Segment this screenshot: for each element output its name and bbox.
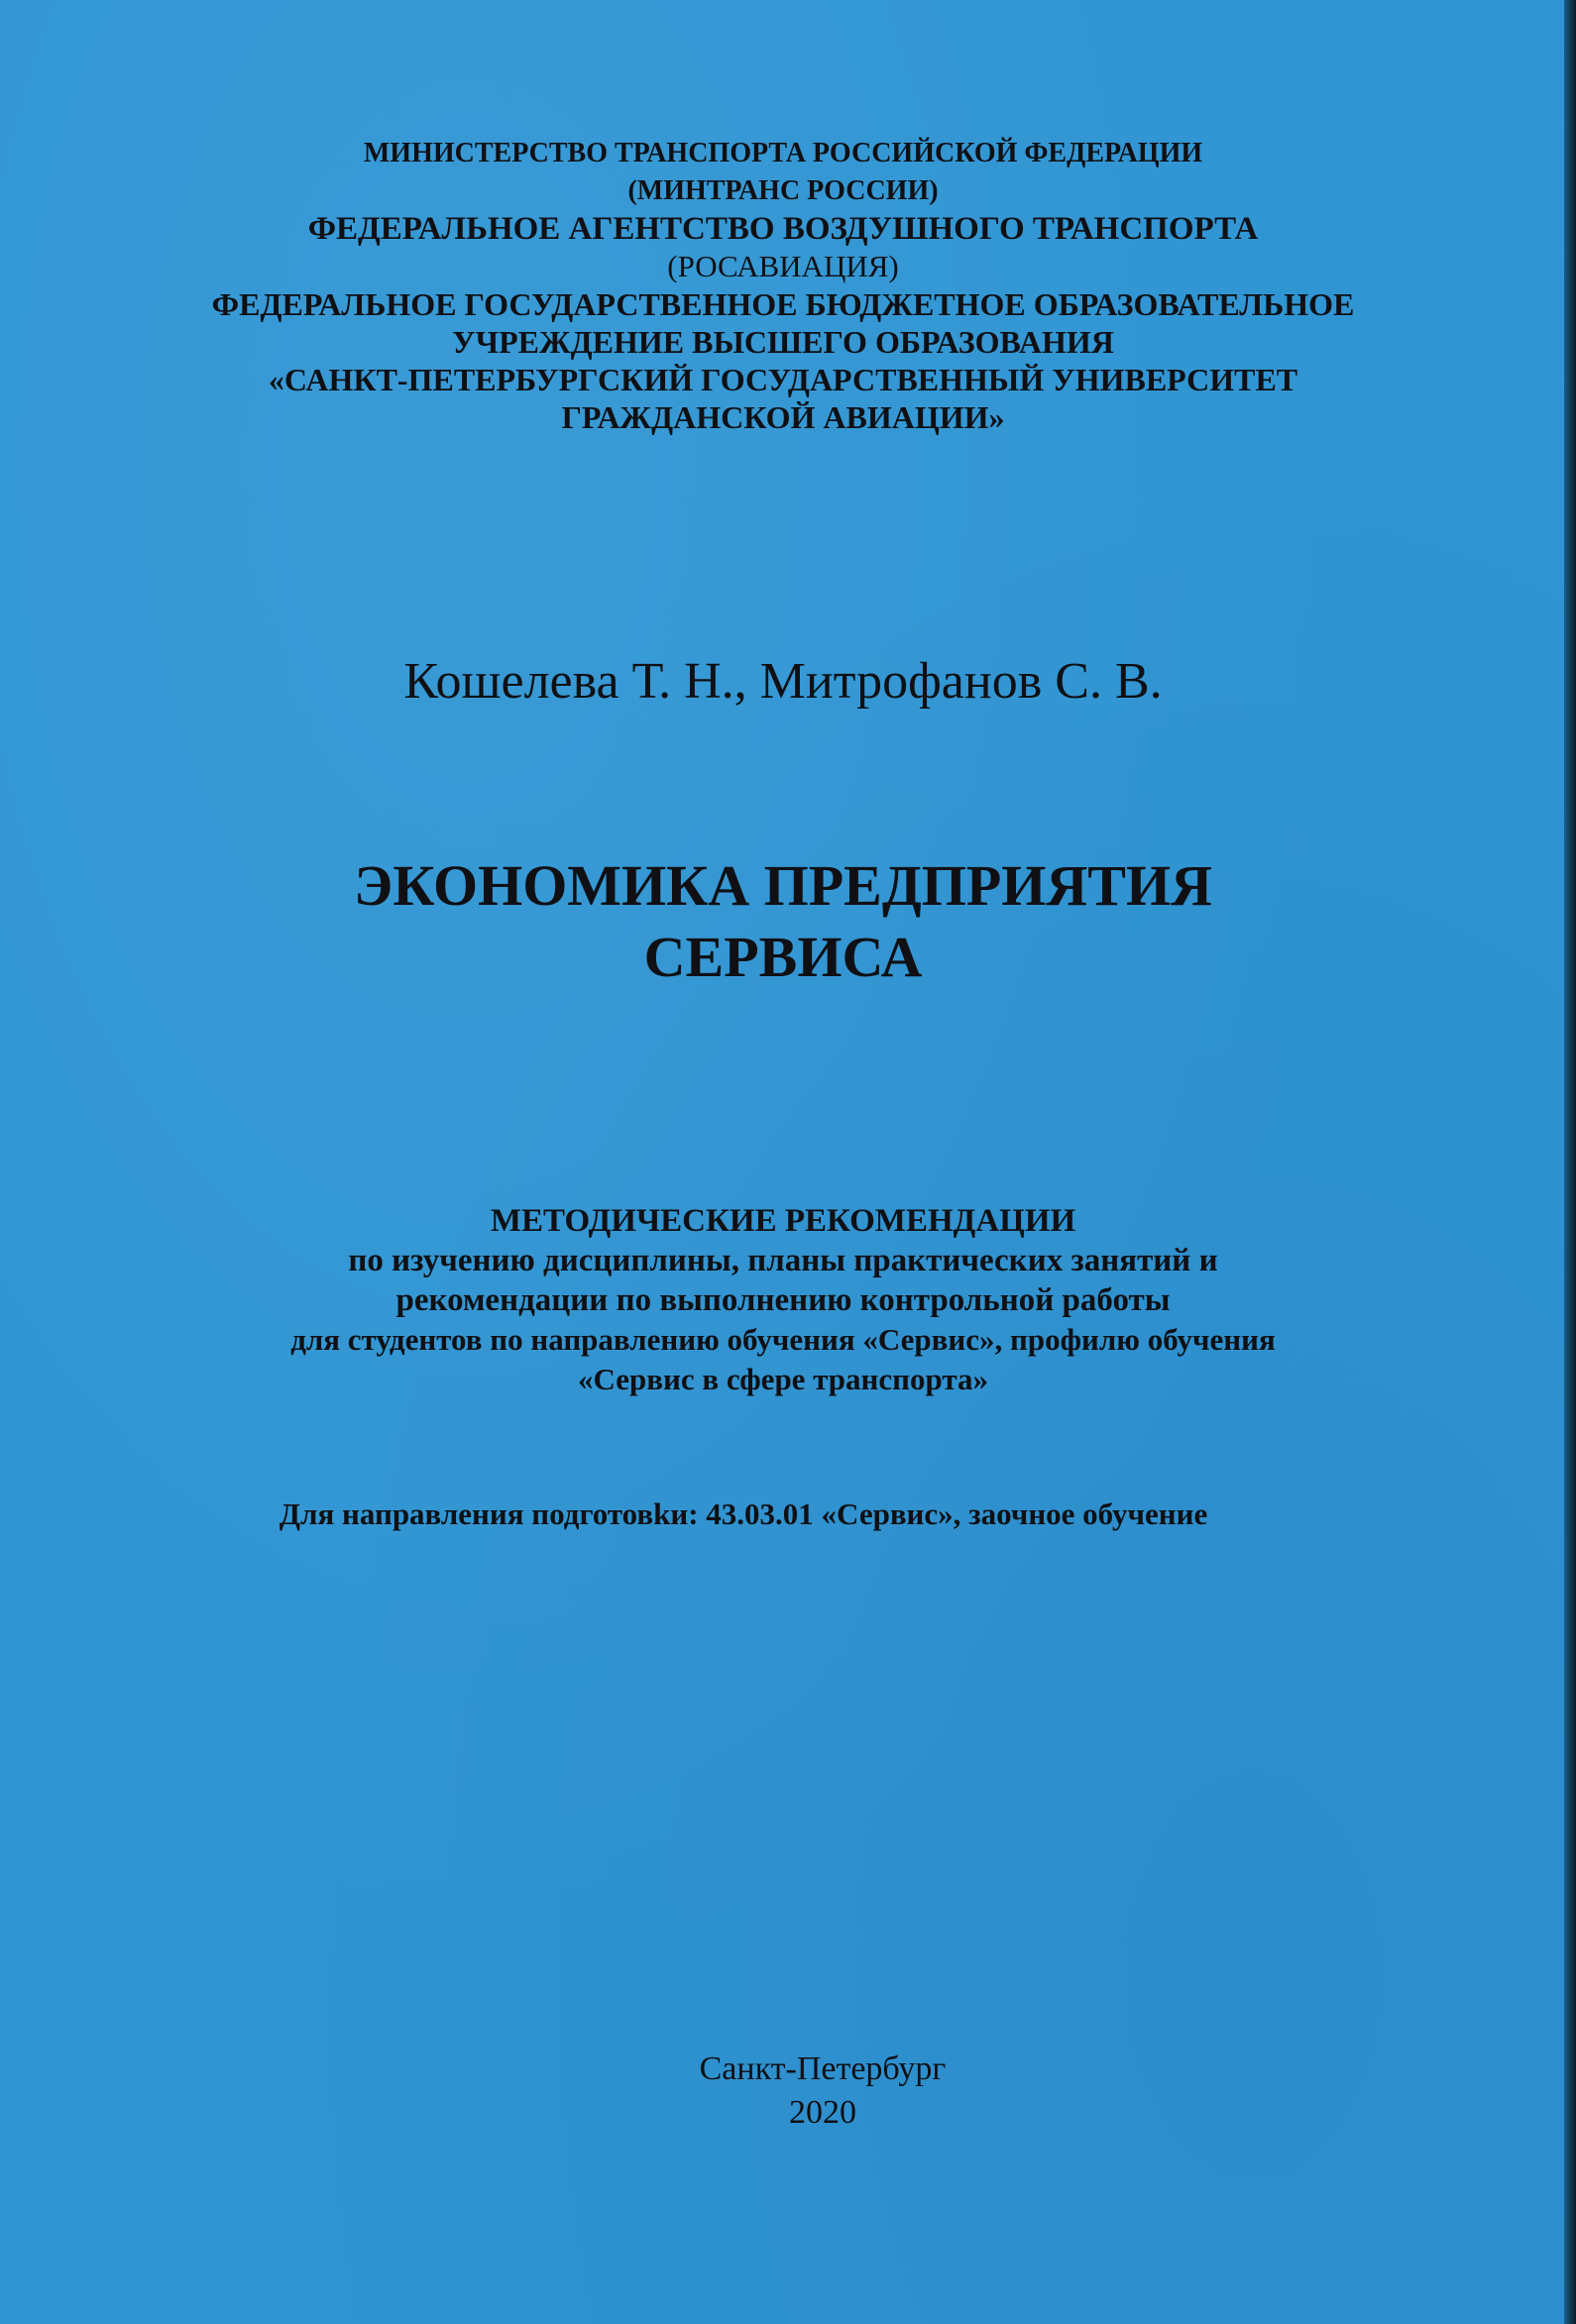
book-title-line-1: ЭКОНОМИКА ПРЕДПРИЯТИЯ	[354, 853, 1212, 918]
description-line-3: для студентов по направлению обучения «Сервис», профилю обучения	[290, 1322, 1276, 1357]
agency-name: ФЕДЕРАЛЬНОЕ АГЕНТСТВО ВОЗДУШНОГО ТРАНСПОРТА	[307, 211, 1259, 247]
institution-type-line-1: ФЕДЕРАЛЬНОЕ ГОСУДАРСТВЕННОЕ БЮДЖЕТНОЕ ОБРАЗОВАТЕЛЬНОЕ	[211, 286, 1355, 322]
agency-short-name: (РОСАВИАЦИЯ)	[667, 249, 899, 283]
university-name-line-1: «САНКТ-ПЕТЕРБУРГСКИЙ ГОСУДАРСТВЕННЫЙ УНИВЕРСИТЕТ	[268, 362, 1298, 397]
ministry-name: МИНИСТЕРСТВО ТРАНСПОРТА РОССИЙСКОЙ ФЕДЕРАЦИИ	[363, 138, 1203, 168]
cover-edge	[1564, 0, 1576, 2324]
university-name-line-2: ГРАЖДАНСКОЙ АВИАЦИИ»	[561, 399, 1005, 435]
imprint	[40, 2047, 1576, 2135]
institution-type-line-2: УЧРЕЖДЕНИЕ ВЫСШЕГО ОБРАЗОВАНИЯ	[452, 324, 1114, 360]
imprint-city: Санкт-Петербург	[699, 2050, 947, 2087]
description-heading: МЕТОДИЧЕСКИЕ РЕКОМЕНДАЦИИ	[490, 1203, 1076, 1239]
ministry-short-name: (МИНТРАНС РОССИИ)	[627, 175, 939, 206]
book-title-line-2: СЕРВИСА	[643, 925, 923, 989]
book-title	[0, 850, 1566, 993]
imprint-year: 2020	[789, 2094, 856, 2131]
authors: Кошелева Т. Н., Митрофанов С. В.	[403, 653, 1163, 710]
organization-header	[0, 135, 1566, 436]
description-line-1: по изучению дисциплины, планы практических занятий и	[348, 1243, 1218, 1278]
training-direction: Для направления подготовkи: 43.03.01 «Сервис», заочное обучение	[279, 1496, 1208, 1531]
description-line-2: рекомендации по выполнению контрольной работы	[395, 1282, 1171, 1318]
description-line-4: «Сервис в сфере транспорта»	[578, 1362, 988, 1396]
description	[0, 1201, 1566, 1399]
